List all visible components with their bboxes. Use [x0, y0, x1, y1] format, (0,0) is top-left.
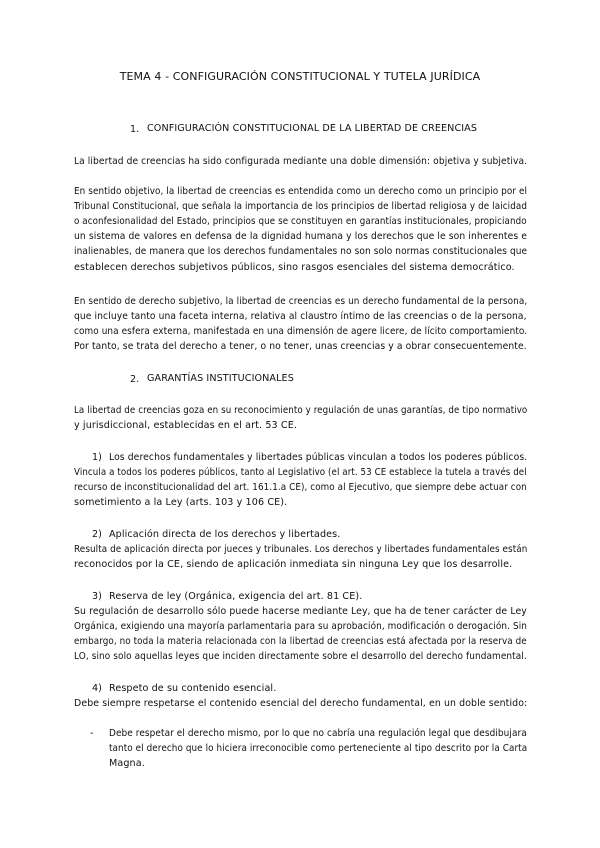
item-body-line: recurso de inconstitucionalidad del art. 161.1.a CE), como al Ejecutivo, que siempre debe actuar con [74, 482, 527, 493]
document-title: TEMA 4 - CONFIGURACIÓN CONSTITUCIONAL Y TUTELA JURÍDICA [119, 70, 481, 83]
item-body-line: LO, sino solo aquellas leyes que inciden directamente sobre el desarrollo del derecho fundamental. [74, 651, 527, 662]
item-body-line: Debe siempre respetarse el contenido esencial del derecho fundamental, en un doble sentido: [74, 698, 528, 709]
paragraph-line: inalienables, de manera que los derechos fundamentales no son solo normas constitucionales que [74, 246, 528, 257]
item-4-number: 4) [92, 683, 102, 694]
section-1-heading: CONFIGURACIÓN CONSTITUCIONAL DE LA LIBERTAD DE CREENCIAS [147, 123, 478, 134]
paragraph-line: o aconfesionalidad del Estado, principios que se constituyen en garantías institucionales, propiciando [74, 216, 527, 227]
paragraph-line: En sentido objetivo, la libertad de creencias es entendida como un derecho como un principio por el [74, 186, 528, 197]
item-1-heading: Los derechos fundamentales y libertades públicas vinculan a todos los poderes públicos. [109, 452, 528, 463]
bullet-line: Debe respetar el derecho mismo, por lo que no cabría una regulación legal que desdibujara [109, 728, 527, 739]
item-body-line: Orgánica, exigiendo una mayoría parlamentaria para su aprobación, modificación o derogación. Sin [74, 621, 528, 632]
bullet-marker: - [90, 728, 94, 739]
item-body-line: sometimiento a la Ley (arts. 103 y 106 CE). [74, 497, 288, 508]
paragraph-line: Tribunal Constitucional, que señala la importancia de los principios de libertad religiosa y de laicidad [74, 201, 528, 212]
item-3-heading: Reserva de ley (Orgánica, exigencia del art. 81 CE). [109, 591, 363, 602]
item-1-number: 1) [92, 452, 102, 463]
paragraph-line: como una esfera externa, manifestada en una dimensión de agere licere, de lícito comportamiento. [74, 326, 528, 337]
section-2-heading: GARANTÍAS INSTITUCIONALES [147, 373, 294, 384]
paragraph-line: Por tanto, se trata del derecho a tener, o no tener, unas creencias y a obrar consecuentemente. [74, 341, 527, 352]
item-body-line: Resulta de aplicación directa por jueces y tribunales. Los derechos y libertades fundamentales están [74, 544, 528, 555]
paragraph-line: un sistema de valores en defensa de la dignidad humana y los derechos que le son inherentes e [74, 231, 527, 242]
section-1-number: 1. [130, 124, 140, 135]
paragraph-line: que incluye tanto una faceta interna, relativa al claustro íntimo de las creencias o de la persona, [74, 311, 527, 322]
paragraph-line: En sentido de derecho subjetivo, la libertad de creencias es un derecho fundamental de la persona, [74, 296, 528, 307]
item-body-line: Su regulación de desarrollo sólo puede hacerse mediante Ley, que ha de tener carácter de Ley [74, 606, 527, 617]
bullet-line: Magna. [109, 758, 145, 769]
item-body-line: reconocidos por la CE, siendo de aplicación inmediata sin ninguna Ley que los desarrolle. [74, 559, 513, 570]
item-body-line: embargo, no toda la materia relacionada con la libertad de creencias está afectada por la reserva de [74, 636, 527, 647]
item-2-number: 2) [92, 529, 102, 540]
item-body-line: Vincula a todos los poderes públicos, tanto al Legislativo (el art. 53 CE establece la tutela a través del [74, 467, 527, 478]
item-3-number: 3) [92, 591, 102, 602]
paragraph-line: La libertad de creencias goza en su reconocimiento y regulación de unas garantías, de tipo normativo [74, 405, 528, 416]
paragraph-line: La libertad de creencias ha sido configurada mediante una doble dimensión: objetiva y subjetiva. [74, 156, 528, 167]
bullet-line: tanto el derecho que lo hiciera irreconocible como perteneciente al tipo descrito por la Carta [109, 743, 528, 754]
item-2-heading: Aplicación directa de los derechos y libertades. [109, 529, 341, 540]
paragraph-line: y jurisdiccional, establecidas en el art. 53 CE. [74, 420, 298, 431]
paragraph-line: establecen derechos subjetivos públicos, sino rasgos esenciales del sistema democrático. [74, 262, 515, 273]
item-4-heading: Respeto de su contenido esencial. [109, 683, 277, 694]
section-2-number: 2. [130, 374, 140, 385]
